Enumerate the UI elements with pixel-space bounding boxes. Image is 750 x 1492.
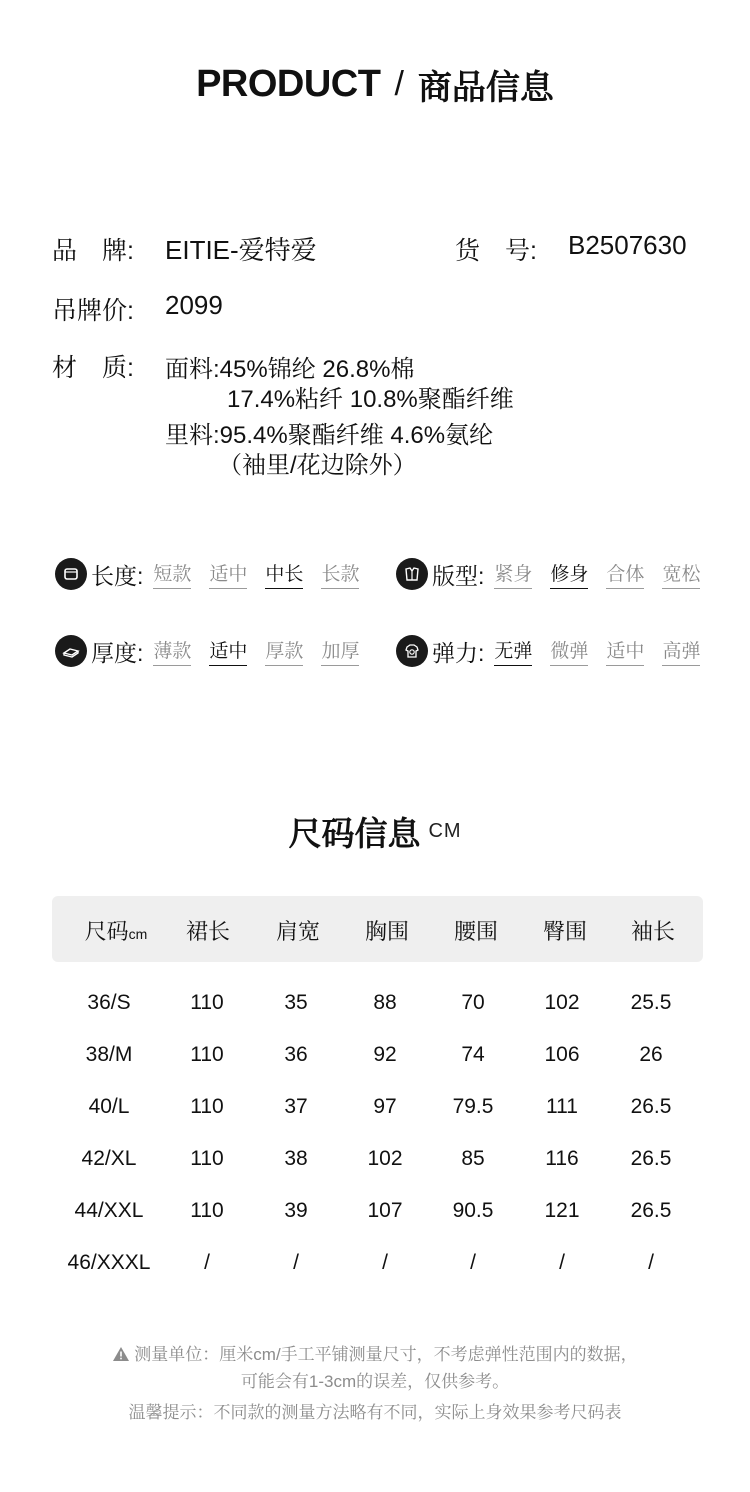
table-cell: 88 [373,991,397,1014]
fit-option: 宽松 [662,559,700,589]
table-cell: 79.5 [452,1095,494,1118]
table-cell: 26.5 [630,1199,672,1222]
table-cell: 92 [373,1043,397,1066]
thickness-option-selected: 适中 [209,636,247,666]
title-separator: / [394,65,404,103]
material-line: 里料:95.4%聚酯纤维 4.6%氨纶 [165,422,494,449]
table-cell: 85 [461,1147,485,1170]
length-option: 短款 [153,559,191,589]
thickness-icon [55,635,87,667]
fit-icon [396,558,428,590]
fit-label: 版型: [432,562,485,589]
column-header: 胸围 [364,919,410,944]
table-cell: 42/XL [81,1147,137,1170]
thickness-option: 加厚 [321,636,359,666]
table-cell: 110 [190,991,224,1014]
page-title [0,60,750,109]
column-header: 腰围 [453,919,499,944]
elasticity-option: 微弹 [550,636,588,666]
table-cell: 44/XXL [74,1199,144,1222]
table-cell: / [204,1251,210,1274]
thickness-label: 厚度: [91,639,144,666]
column-header: 肩宽 [275,919,321,944]
table-cell: 102 [544,991,580,1014]
table-cell: 46/XXXL [67,1251,151,1274]
table-cell: / [470,1251,476,1274]
title-chinese: 商品信息 [417,69,554,107]
table-cell: 106 [544,1043,580,1066]
attribute-thickness [55,634,359,668]
elasticity-option: 适中 [606,636,644,666]
material-label: 材 质: [52,354,134,382]
table-cell: 121 [544,1199,580,1222]
tip-note: 温馨提示：不同款的测量方法略有不同，实际上身效果参考尺码表 [128,1403,622,1422]
item-no-label: 货 号: [455,237,537,265]
item-no-value: B2507630 [568,230,687,260]
price-label: 吊牌价: [52,297,134,325]
table-cell: 110 [190,1095,224,1118]
measurement-note [0,1340,750,1365]
brand-label: 品 牌: [52,237,134,265]
thickness-option: 薄款 [153,636,191,666]
price-value: 2099 [165,290,223,320]
table-cell: 35 [284,991,308,1014]
column-header-size: 尺码cm [84,919,148,944]
table-cell: 116 [545,1147,579,1170]
column-header: 臀围 [542,919,588,944]
material-line: 17.4%粘纤 10.8%聚酯纤维 [227,386,514,413]
column-header: 裙长 [185,919,231,944]
table-cell: 38/M [85,1043,133,1066]
title-english: PRODUCT [196,63,381,105]
material-line: 面料:45%锦纶 26.8%棉 [165,356,415,383]
table-cell: 26.5 [630,1147,672,1170]
table-cell: 39 [284,1199,308,1222]
attribute-elasticity [396,634,700,668]
length-label: 长度: [91,562,144,589]
fit-option-selected: 修身 [550,559,588,589]
table-cell: 25.5 [630,991,672,1014]
table-cell: / [382,1251,388,1274]
length-icon [55,558,87,590]
elasticity-option: 高弹 [662,636,700,666]
table-cell: 40/L [88,1095,130,1118]
table-cell: 110 [190,1147,224,1170]
thickness-option: 厚款 [265,636,303,666]
table-cell: / [648,1251,654,1274]
table-cell: 97 [373,1095,397,1118]
table-cell: 90.5 [452,1199,494,1222]
table-cell: 38 [284,1147,308,1170]
attribute-length [55,557,359,591]
table-cell: 111 [546,1095,578,1118]
table-cell: / [559,1251,565,1274]
column-header-size-unit: cm [128,926,148,942]
elasticity-icon [396,635,428,667]
size-chart-title [0,808,750,855]
table-cell: 70 [461,991,485,1014]
size-table-header [52,896,703,962]
length-option: 长款 [321,559,359,589]
table-cell: 26.5 [630,1095,672,1118]
table-cell: 26 [639,1043,663,1066]
table-cell: 110 [190,1043,224,1066]
table-cell: 102 [367,1147,403,1170]
table-cell: / [293,1251,299,1274]
elasticity-option-selected: 无弹 [494,636,532,666]
length-option-selected: 中长 [265,559,303,589]
table-cell: 36 [284,1043,308,1066]
attribute-fit [396,557,700,591]
fit-option: 紧身 [494,559,532,589]
column-header: 袖长 [630,919,676,944]
table-cell: 37 [284,1095,308,1118]
elasticity-label: 弹力: [432,639,485,666]
fit-option: 合体 [606,559,644,589]
table-cell: 110 [190,1199,224,1222]
measurement-note-text: 测量单位：厘米cm/手工平铺测量尺寸，不考虑弹性范围内的数据， [134,1345,638,1364]
table-cell: 36/S [87,991,131,1014]
warning-icon [112,1346,130,1362]
measurement-note-line2: 可能会有1-3cm的误差，仅供参考。 [240,1372,510,1391]
table-cell: 107 [367,1199,403,1222]
length-option: 适中 [209,559,247,589]
brand-value: EITIE-爱特爱 [165,235,317,265]
size-chart-title-text: 尺码信息 [288,815,421,852]
table-cell: 74 [461,1043,485,1066]
material-line: （袖里/花边除外） [218,452,417,479]
size-chart-unit: CM [428,820,462,842]
